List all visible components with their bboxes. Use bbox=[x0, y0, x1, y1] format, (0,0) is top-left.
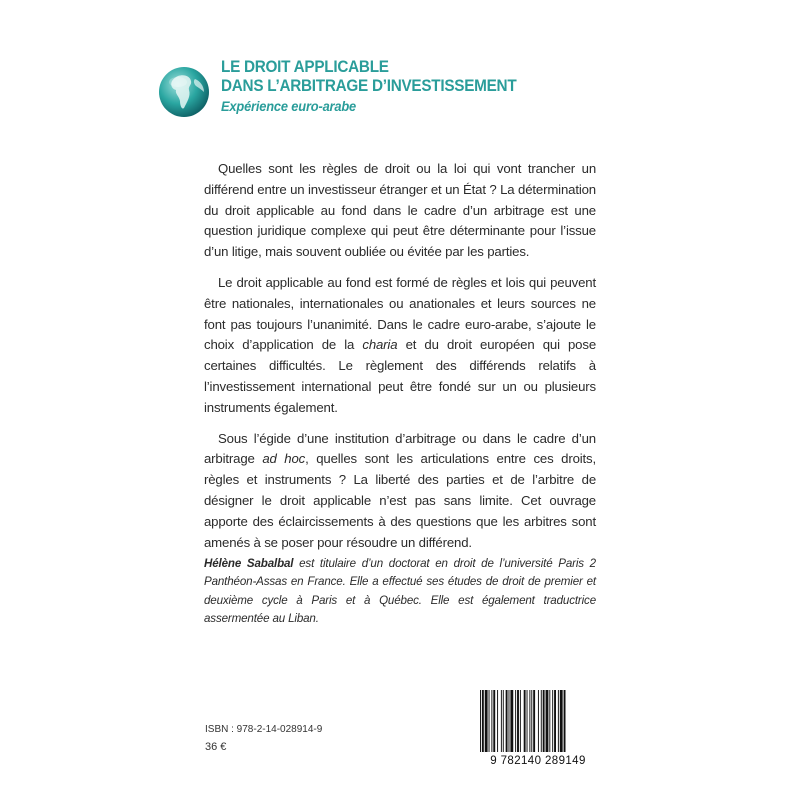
barcode-bar bbox=[493, 690, 495, 752]
barcode-bar bbox=[509, 690, 510, 752]
isbn: ISBN : 978-2-14-028914-9 bbox=[205, 724, 323, 735]
header bbox=[221, 57, 549, 114]
paragraph-2-italic: charia bbox=[362, 337, 398, 353]
barcode-bar bbox=[501, 690, 502, 752]
barcode-bar bbox=[541, 690, 542, 752]
summary-text bbox=[204, 159, 596, 563]
title-line-2: DANS L’ARBITRAGE D’INVESTISSEMENT bbox=[221, 76, 517, 95]
paragraph-3-italic: ad hoc bbox=[262, 451, 306, 467]
barcode-bar bbox=[515, 690, 516, 752]
barcode-bar bbox=[538, 690, 539, 752]
barcode-bar bbox=[549, 690, 550, 752]
barcode-bar bbox=[503, 690, 504, 752]
paragraph-3-part-b: , quelles sont les articulations entre ces droits, règles et instruments ? La liberté des parties et de l’arbitre de désigner le droit applicable n’est pas sans limite. Cet ouvrage apporte des éclaircissements à des questions que les arbitres sont amenés à se poser pour résoudre un différend. bbox=[204, 451, 596, 550]
barcode-bar bbox=[524, 690, 526, 752]
paragraph-2-part-a: Le droit applicable au fond est formé de règles et lois qui peuvent être nationales, internationales ou anationales et leurs sources ne font pas toujours l’unanimité. Dans le cadre euro-arabe, s’ajoute le choix d’application de la bbox=[204, 274, 596, 353]
barcode-bars bbox=[480, 690, 566, 752]
barcode-bar bbox=[552, 690, 553, 752]
barcode-bar bbox=[510, 690, 513, 752]
barcode-bar bbox=[497, 690, 498, 752]
title-line-1: LE DROIT APPLICABLE bbox=[221, 57, 389, 76]
author-bio-text: est titulaire d’un doctorat en droit de l’université Paris 2 Panthéon-Assas en France. Elle a effectué ses études de droit de premier et deuxième cycle à Paris et à Québec. Elle est également traductrice assermentée au Liban. bbox=[204, 557, 596, 625]
author-name: Hélène Sabalbal bbox=[204, 557, 294, 570]
paragraph-3-part-a: Sous l’égide d’une institution d’arbitrage ou dans le cadre d’un arbitrage bbox=[204, 430, 596, 467]
barcode bbox=[476, 688, 600, 766]
paragraph-2-part-b: et du droit européen qui pose certaines difficultés. Le règlement des différends relatifs à l’investissement international peut être fondé sur un ou plusieurs instruments également. bbox=[204, 337, 596, 415]
barcode-bar bbox=[491, 690, 492, 752]
barcode-bar bbox=[489, 690, 490, 752]
author-bio bbox=[204, 555, 596, 628]
paragraph-2 bbox=[204, 273, 596, 419]
barcode-bar bbox=[529, 690, 530, 752]
barcode-bar bbox=[531, 690, 532, 752]
barcode-bar bbox=[485, 690, 488, 752]
barcode-bar bbox=[506, 690, 508, 752]
barcode-bar bbox=[480, 690, 481, 752]
paragraph-3 bbox=[204, 429, 596, 554]
barcode-bar bbox=[543, 690, 545, 752]
barcode-bar bbox=[558, 690, 559, 752]
barcode-bar bbox=[554, 690, 556, 752]
subtitle: Expérience euro-arabe bbox=[221, 98, 357, 114]
barcode-bar bbox=[560, 690, 563, 752]
paragraph-1: Quelles sont les règles de droit ou la loi qui vont trancher un différend entre un investisseur étranger et un État ? La détermination du droit applicable au fond dans le cadre d’un arbitrage est une question juridique complexe qui peut être déterminante pour l’issue d’un litige, mais souvent oubliée ou évitée par les parties. bbox=[204, 161, 596, 260]
globe-icon bbox=[158, 66, 210, 118]
barcode-bar bbox=[564, 690, 566, 752]
barcode-bar bbox=[533, 690, 535, 752]
price: 36 € bbox=[205, 741, 227, 753]
barcode-bar bbox=[546, 690, 549, 752]
barcode-bar bbox=[517, 690, 519, 752]
barcode-bar bbox=[482, 690, 484, 752]
barcode-bar bbox=[520, 690, 521, 752]
barcode-bar bbox=[527, 690, 528, 752]
barcode-digits: 9 782140 289149 bbox=[490, 755, 586, 766]
